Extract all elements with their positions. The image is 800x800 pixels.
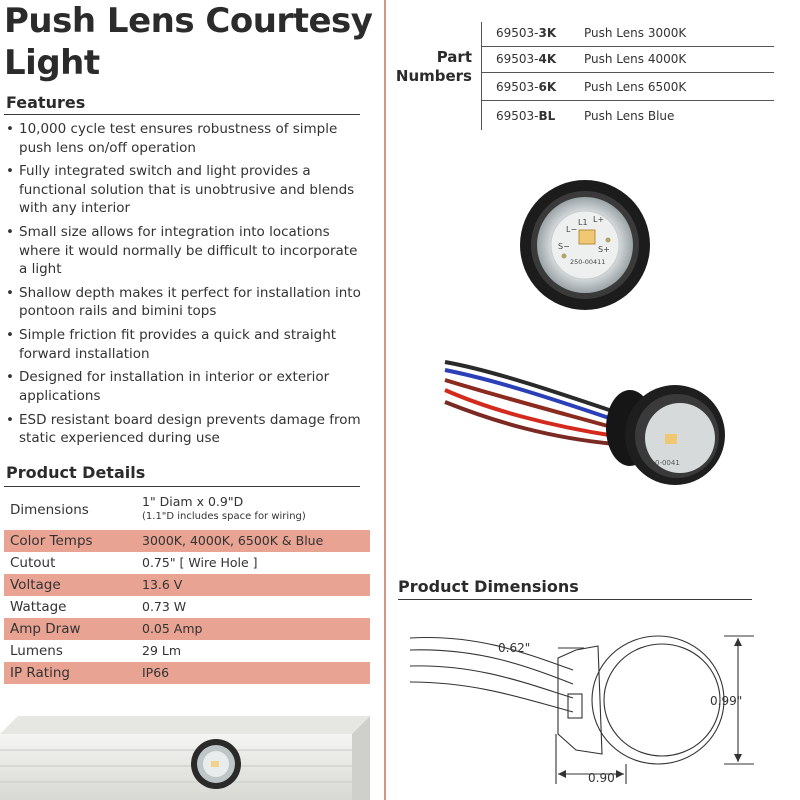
features-rule [4,114,360,115]
pcb-label-s-minus: S− [558,242,570,251]
details-table [4,492,370,684]
dimensions-heading: Product Dimensions [398,577,579,596]
feature-item: • 10,000 cycle test ensures robustness of simple push lens on/off operation [6,121,338,156]
detail-row-cutout: Cutout 0.75" [ Wire Hole ] [10,555,258,571]
details-heading: Product Details [6,463,146,482]
dim-diameter-label: 0.99" [710,694,743,708]
detail-row-lumens: Lumens 29 Lm [10,643,182,659]
dim-width-label: 0.90" [588,771,621,785]
features-list [6,120,366,453]
detail-row-dimensions: Dimensions 1" Diam x 0.9"D (1.1"D includes space for wiring) [10,494,306,522]
feature-item: • Small size allows for integration into locations where it would normally be difficult to incorporate a light [6,224,358,278]
pcb-label-l1: L1 [578,218,588,227]
part-number-row: 69503-BL Push Lens Blue [496,109,675,123]
feature-item: • Shallow depth makes it perfect for installation into pontoon rails and bimini tops [6,284,361,320]
light-with-wires-photo [440,350,740,500]
column-divider [384,0,386,800]
dimensions-rule [398,599,752,600]
detail-row-color-temps: Color Temps 3000K, 4000K, 6500K & Blue [4,530,370,552]
part-number-row: 69503-6K Push Lens 6500K [482,74,774,101]
detail-row-wattage: Wattage 0.73 W [10,599,187,615]
features-heading: Features [6,93,86,112]
pcb-code: 250-00411 [570,258,606,266]
feature-item: • Simple friction fit provides a quick and straight forward installation [6,327,337,362]
feature-item: • Designed for installation in interior or exterior applications [6,369,330,404]
feature-item: • ESD resistant board design prevents damage from static experienced during use [6,411,361,447]
pcb-label-l-plus: L+ [593,215,605,224]
light-front-photo [518,178,652,312]
title-line-2: Light [4,43,100,83]
dim-depth-label: 0.62" [498,641,531,655]
pcb-label-s-plus: S+ [598,245,610,254]
rail-installation-photo [0,706,380,800]
title-line-1: Push Lens Courtesy [4,1,373,41]
page-title [4,0,374,84]
dimensions-drawing [398,604,792,800]
details-rule [4,486,360,487]
detail-row-amp-draw: Amp Draw 0.05 Amp [4,618,370,640]
detail-row-voltage: Voltage 13.6 V [4,574,370,596]
pcb-side-code: 0-0041 [655,459,680,467]
part-numbers-label: Part Numbers [395,48,472,85]
pcb-label-l-minus: L− [566,225,578,234]
detail-row-ip-rating: IP Rating IP66 [4,662,370,684]
part-number-row: 69503-3K Push Lens 3000K [482,20,774,47]
part-number-row: 69503-4K Push Lens 4000K [482,46,774,73]
feature-item: • Fully integrated switch and light provides a functional solution that is unobtrusive and blends with any interior [6,163,355,217]
